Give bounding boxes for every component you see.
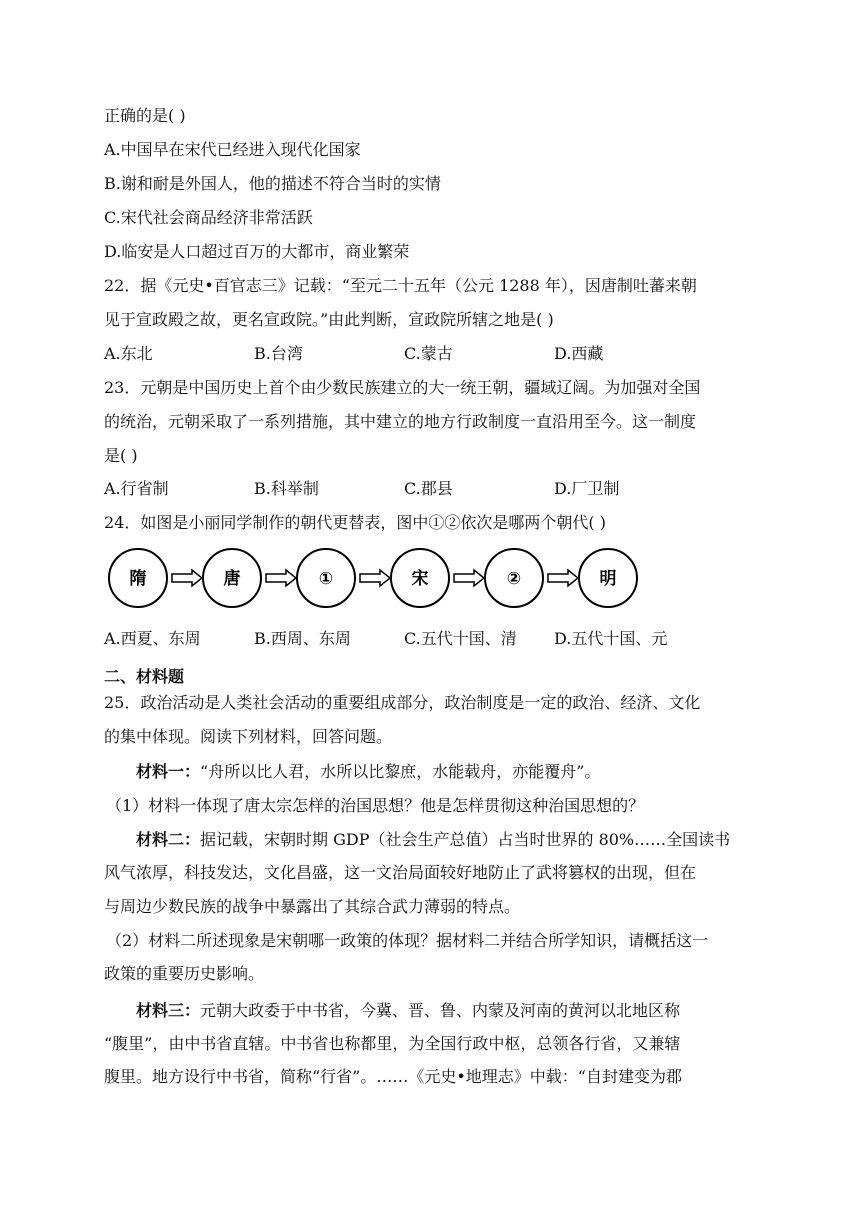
flow-arrow-3	[360, 570, 390, 586]
q22-stem-line2: 见于宣政殿之故，更名宣政院。”由此判断，宣政院所辖之地是( )	[104, 310, 554, 329]
material-3-line1	[136, 1000, 680, 1022]
q23-option-a: A.行省制	[104, 479, 169, 498]
q23-option-c: C.郡县	[404, 479, 453, 498]
q25-stem-line2: 的集中体现。阅读下列材料，回答问题。	[104, 727, 393, 746]
material-1-text: “舟所以比人君，水所以比黎庶，水能载舟，亦能覆舟”。	[200, 762, 601, 781]
q23-options	[104, 478, 764, 500]
q22-option-d: D.西藏	[554, 344, 604, 363]
flow-arrow-2	[266, 570, 296, 586]
dynasty-flow-svg	[104, 545, 664, 615]
flow-arrow-5	[548, 570, 578, 586]
q22-options	[104, 343, 764, 365]
q21-option-c: C.宋代社会商品经济非常活跃	[104, 208, 313, 227]
flow-node-label-1: 隋	[129, 569, 147, 589]
q24-option-a: A.西夏、东周	[104, 629, 201, 648]
q24-options	[104, 628, 764, 650]
flow-node-1	[109, 549, 167, 607]
material-2-line2: 风气浓厚，科技发达，文化昌盛，这一文治局面较好地防止了武将篡权的出现，但在	[104, 863, 697, 882]
material-3-line3: 腹里。地方设行中书省，简称“行省”。……《元史•地理志》中载：“自封建变为郡	[104, 1067, 682, 1086]
q24-option-d: D.五代十国、元	[554, 629, 668, 648]
material-3-text1: 元朝大政委于中书省，今冀、晋、鲁、内蒙及河南的黄河以北地区称	[200, 1001, 681, 1020]
material-1-label: 材料一：	[136, 762, 201, 781]
q22-option-c: C.蒙古	[404, 344, 453, 363]
flow-node-label-4: 宋	[411, 569, 429, 589]
flow-node-5	[485, 549, 543, 607]
q22-option-b: B.台湾	[254, 344, 303, 363]
flow-node-4	[391, 549, 449, 607]
q21-option-b: B.谢和耐是外国人，他的描述不符合当时的实情	[104, 174, 441, 193]
q23-stem-line3: 是( )	[104, 446, 138, 465]
q23-stem-line2: 的统治，元朝采取了一系列措施，其中建立的地方行政制度一直沿用至今。这一制度	[104, 412, 697, 431]
flow-node-label-5: ②	[506, 569, 522, 589]
flow-node-2	[203, 549, 261, 607]
material-1	[136, 761, 600, 783]
question-1: （1）材料一体现了唐太宗怎样的治国思想？他是怎样贯彻这种治国思想的？	[106, 796, 645, 815]
question-2-line2: 政策的重要历史影响。	[104, 964, 265, 983]
material-2-label: 材料二：	[136, 830, 201, 849]
flow-node-label-2: 唐	[223, 569, 241, 589]
material-3-line2: “腹里”，由中书省直辖。中书省也称都里，为全国行政中枢，总领各行省，又兼辖	[104, 1034, 681, 1053]
material-2-line3: 与周边少数民族的战争中暴露出了其综合武力薄弱的特点。	[104, 897, 521, 916]
q22-option-a: A.东北	[104, 344, 153, 363]
material-2-line1	[136, 829, 730, 851]
flow-arrow-4	[454, 570, 484, 586]
flow-arrow-1	[172, 570, 202, 586]
flow-node-6	[579, 549, 637, 607]
material-2-text1: 据记载，宋朝时期 GDP（社会生产总值）占当时世界的 80%……全国读书	[200, 830, 731, 849]
q22-stem-line1: 22．据《元史•百官志三》记载：“至元二十五年（公元 1288 年），因唐制吐蕃来朝	[104, 276, 697, 295]
flow-node-label-3: ①	[318, 569, 334, 589]
q21-option-d: D.临安是人口超过百万的大都市，商业繁荣	[104, 242, 410, 261]
section-heading: 二、材料题	[104, 667, 185, 686]
q23-option-d: D.厂卫制	[554, 479, 620, 498]
flow-node-3	[297, 549, 355, 607]
q21-option-a: A.中国早在宋代已经进入现代化国家	[104, 140, 361, 159]
question-2-line1: （2）材料二所述现象是宋朝哪一政策的体现？据材料二并结合所学知识，请概括这一	[106, 931, 709, 950]
material-3-label: 材料三：	[136, 1001, 201, 1020]
q23-option-b: B.科举制	[254, 479, 319, 498]
q24-option-c: C.五代十国、清	[404, 629, 517, 648]
dynasty-flow-diagram	[104, 545, 664, 615]
q21-stem-tail: 正确的是( )	[104, 106, 186, 125]
q24-option-b: B.西周、东周	[254, 629, 351, 648]
q24-stem: 24．如图是小丽同学制作的朝代更替表，图中①②依次是哪两个朝代( )	[104, 513, 606, 532]
q25-stem-line1: 25．政治活动是人类社会活动的重要组成部分，政治制度是一定的政治、经济、文化	[104, 693, 701, 712]
q23-stem-line1: 23．元朝是中国历史上首个由少数民族建立的大一统王朝，疆域辽阔。为加强对全国	[104, 378, 701, 397]
flow-node-label-6: 明	[599, 569, 617, 589]
